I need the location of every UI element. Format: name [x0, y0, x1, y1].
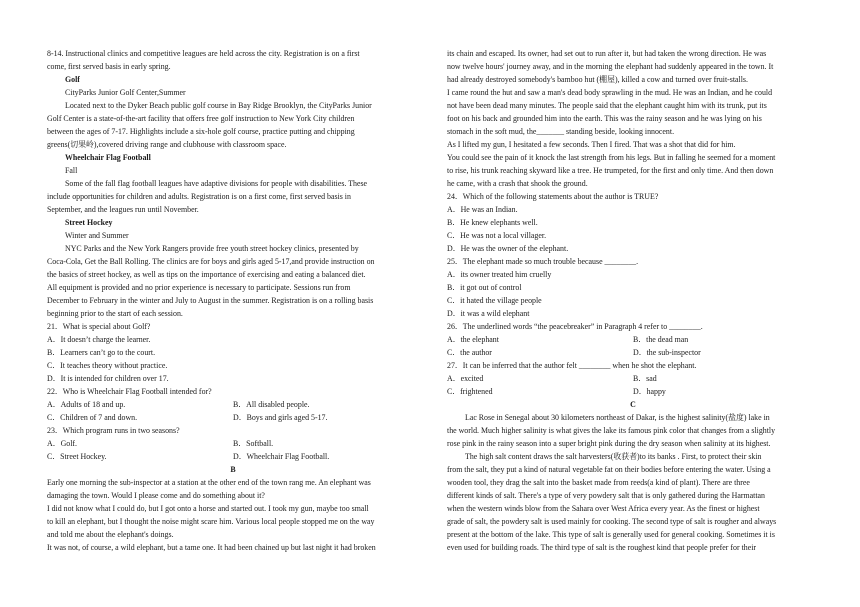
section-c-heading: C	[630, 400, 636, 409]
option-21c: C．It teaches theory without practice.	[47, 361, 168, 370]
option-24d: D．He was the owner of the elephant.	[447, 244, 569, 253]
passage-b-line: damaging the town. Would I please come and do something about it?	[47, 491, 265, 500]
hockey-heading: Street Hockey	[65, 218, 113, 227]
option-27c: C．frightened	[447, 387, 493, 396]
passage-b-line: stomach in the soft mud, the_______ standing beside, looking innocent.	[447, 127, 675, 136]
passage-a-line: 8-14. Instructional clinics and competitive leagues are held across the city. Registration is on a first	[47, 49, 360, 58]
passage-a-line: Located next to the Dyker Beach public golf course in Bay Ridge Brooklyn, the CityParks Junior	[65, 101, 372, 110]
option-22c: C．Children of 7 and down.	[47, 413, 138, 422]
passage-a-line: Some of the fall flag football leagues have adaptive divisions for people with disabilities. These	[65, 179, 368, 188]
option-22b: B．All disabled people.	[233, 400, 310, 409]
passage-a-line: All equipment is provided and no prior experience is necessary to participate. Sessions run from	[47, 283, 351, 292]
passage-b-line: I did not know what I could do, but I got onto a horse and started out. I took my gun, maybe too small	[47, 504, 369, 513]
option-21a: A．It doesn’t charge the learner.	[47, 335, 151, 344]
question-27: 27．It can be inferred that the author felt ________ when he shot the elephant.	[447, 361, 697, 370]
options-27-cd	[447, 385, 819, 398]
option-23d: D．Wheelchair Flag Football.	[233, 452, 330, 461]
option-23a: A．Golf.	[47, 439, 78, 448]
passage-a-line: Coca-Cola, Get the Ball Rolling. The clinics are for boys and girls aged 5-17,and provide instruction on	[47, 257, 375, 266]
option-23b: B．Softball.	[233, 439, 274, 448]
golf-subheading: CityParks Junior Golf Center,Summer	[65, 88, 186, 97]
option-26c: C．the author	[447, 348, 492, 357]
passage-b-line: and told me about the elephant's doings.	[47, 530, 174, 539]
question-25: 25．The elephant made so much trouble because ________.	[447, 257, 639, 266]
question-23: 23．Which program runs in two seasons?	[47, 426, 180, 435]
options-23-ab	[47, 437, 419, 450]
passage-a-line: come, first served basis in early spring.	[47, 62, 171, 71]
option-22d: D．Boys and girls aged 5-17.	[233, 413, 328, 422]
option-21b: B．Learners can’t go to the court.	[47, 348, 156, 357]
question-24: 24．Which of the following statements about the author is TRUE?	[447, 192, 659, 201]
passage-c-line: Lac Rose in Senegal about 30 kilometers northeast of Dakar, is the highest salinity(盐度) lake in	[465, 413, 770, 422]
options-27-ab	[447, 372, 819, 385]
passage-c-line: The high salt content draws the salt harvesters(收获者)to its banks . First, to protect their skin	[465, 452, 762, 461]
passage-b-line: It was not, of course, a wild elephant, but a tame one. It had been chained up but last night it had broken	[47, 543, 376, 552]
right-column	[447, 47, 819, 554]
option-21d: D．It is intended for children over 17.	[47, 374, 169, 383]
option-25a: A．its owner treated him cruelly	[447, 270, 552, 279]
passage-a-line: Golf Center is a state-of-the-art facility that offers free golf instruction to New York City children	[47, 114, 355, 123]
passage-a-line: greens(切果岭),covered driving range and clubhouse with classroom space.	[47, 140, 287, 149]
passage-b-line: Early one morning the sub-inspector at a station at the other end of the town rang me. An elephant was	[47, 478, 371, 487]
passage-b-line: he came, with a crash that shook the ground.	[447, 179, 588, 188]
options-26-cd	[447, 346, 819, 359]
option-25d: D．it was a wild elephant	[447, 309, 530, 318]
passage-b-line: had already destroyed somebody's bamboo hut (棚屋), killed a cow and turned over fruit-stalls.	[447, 75, 748, 84]
question-22: 22．Who is Wheelchair Flag Football intended for?	[47, 387, 212, 396]
passage-c-line: when the western winds blow from the Sahara over West Africa every year. As the finest or highest	[447, 504, 760, 513]
passage-a-line: beginning prior to the start of each session.	[47, 309, 183, 318]
passage-b-line: to kill an elephant, but I thought the noise might scare him. Various local people stopped me on the way	[47, 517, 375, 526]
wheelchair-subheading: Fall	[65, 166, 78, 175]
passage-a-line: the basics of street hockey, as well as tips on the importance of exercising and eating a balanced diet.	[47, 270, 366, 279]
option-24a: A．He was an Indian.	[447, 205, 518, 214]
passage-a-line: include opportunities for children and adults. Registration is on a first come, first served basis in	[47, 192, 351, 201]
passage-b-line: As I lifted my gun, I hesitated a few seconds. Then I fired. That was a shot that did for him.	[447, 140, 736, 149]
option-26a: A．the elephant	[447, 335, 499, 344]
hockey-subheading: Winter and Summer	[65, 231, 129, 240]
section-b-heading: B	[230, 465, 236, 474]
options-22-cd	[47, 411, 419, 424]
golf-heading: Golf	[65, 75, 80, 84]
option-26d: D．the sub-inspector	[633, 348, 701, 357]
options-23-cd	[47, 450, 419, 463]
passage-a-line: December to February in the winter and July to August in the summer. Registration is on a rolling basis	[47, 296, 374, 305]
passage-c-line: even used for building roads. The third type of salt is the roughest kind that people prefer for their	[447, 543, 757, 552]
option-27b: B．sad	[633, 374, 657, 383]
option-27a: A．excited	[447, 374, 484, 383]
option-26b: B．the dead man	[633, 335, 689, 344]
option-23c: C．Street Hockey.	[47, 452, 107, 461]
passage-c-line: grade of salt, the powdery salt is used mainly for cooking. The second type of salt is rougher and always	[447, 517, 777, 526]
option-22a: A．Adults of 18 and up.	[47, 400, 126, 409]
passage-b-line: to rise, his trunk reaching skyward like a tree. He trumpeted, for the first and only time. And then down	[447, 166, 774, 175]
options-22-ab	[47, 398, 419, 411]
question-26: 26．The underlined words “the peacebreaker” in Paragraph 4 refer to ________.	[447, 322, 703, 331]
wheelchair-heading: Wheelchair Flag Football	[65, 153, 151, 162]
passage-a-line: NYC Parks and the New York Rangers provide free youth street hockey clinics, presented by	[65, 244, 359, 253]
question-21: 21．What is special about Golf?	[47, 322, 151, 331]
passage-b-line: its chain and escaped. Its owner, had set out to run after it, but had taken the wrong direction. He was	[447, 49, 767, 58]
passage-c-line: present at the bottom of the lake. This type of salt is generally used for general cooking. Sometimes it is	[447, 530, 775, 539]
option-27d: D．happy	[633, 387, 666, 396]
option-24c: C．He was not a local villager.	[447, 231, 547, 240]
passage-c-line: rose pink in the rainy season into a super bright pink during the dry season when salinity at its highest.	[447, 439, 771, 448]
passage-b-line: You could see the pain of it knock the last strength from his legs. But in falling he seemed for a moment	[447, 153, 776, 162]
passage-c-line: wooden tool, they drag the salt into the basket made from reeds(a kind of plant). There are three	[447, 478, 750, 487]
passage-b-line: now twelve hours' journey away, and in the morning the elephant had suddenly appeared in the town. It	[447, 62, 774, 71]
passage-c-line: the world. Much higher salinity is what gives the lake its famous pink color that changes from a slightly	[447, 426, 776, 435]
passage-a-line: between the ages of 7-17. Highlights include a six-hole golf course, practice putting and chipping	[47, 127, 355, 136]
options-26-ab	[447, 333, 819, 346]
passage-a-line: September, and the leagues run until November.	[47, 205, 199, 214]
passage-b-line: I came round the hut and saw a man's dead body sprawling in the mud. He was an Indian, and he could	[447, 88, 773, 97]
option-24b: B．He knew elephants well.	[447, 218, 538, 227]
option-25b: B．it got out of control	[447, 283, 522, 292]
passage-c-line: from the salt, they put a kind of natural vegetable fat on their bodies before entering the water. Using a	[447, 465, 771, 474]
option-25c: C．it hated the village people	[447, 296, 542, 305]
left-column	[47, 47, 419, 554]
passage-b-line: foot on his back and grounded him into the earth. This was the rainy season and he was lying on his	[447, 114, 762, 123]
passage-b-line: not have been dead many minutes. The people said that the elephant caught him with its trunk, put its	[447, 101, 767, 110]
passage-c-line: different kinds of salt. There's a type of very powdery salt that is only gathered during the Harmattan	[447, 491, 765, 500]
